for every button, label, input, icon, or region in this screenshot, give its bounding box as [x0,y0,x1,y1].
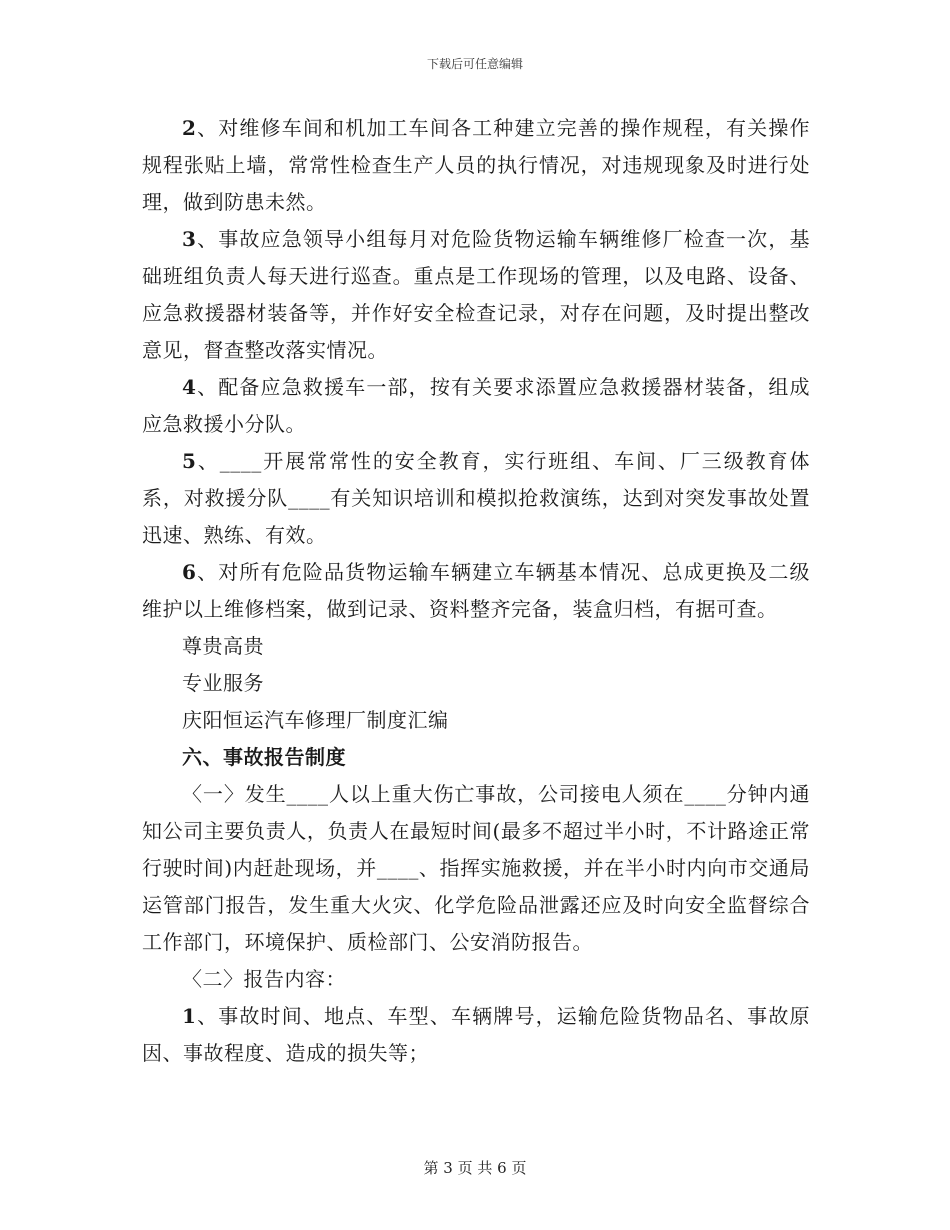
paragraph-item-5 [142,443,810,554]
item-text: 、对维修车间和机加工车间各工种建立完善的操作规程，有关操作规程张贴上墙，常常性检查生产人员的执行情况，对违规现象及时进行处理，做到防患未然。 [142,116,810,214]
item-text: 、事故时间、地点、车型、车辆牌号，运输危险货物品名、事故原因、事故程度、造成的损失等； [142,1004,810,1065]
slogan-line-1: 尊贵高贵 [182,634,264,658]
page-number: 第 3 页 共 6 页 [423,1159,527,1177]
item-number: 3 [182,227,197,251]
item-text: 、配备应急救援车一部，按有关要求添置应急救援器材装备，组成应急救援小分队。 [142,375,810,436]
item-number: 4 [182,375,197,399]
slogan-line-2: 专业服务 [182,671,264,695]
collection-title: 庆阳恒运汽车修理厂制度汇编 [182,708,449,732]
item-number: 6 [182,560,197,584]
subsection-1: 〈一〉发生____人以上重大伤亡事故，公司接电人须在____分钟内通知公司主要负责人，负责人在最短时间(最多不超过半小时，不计路途正常行驶时间)内赶赴现场，并____、指挥实施救援，并在半小时内向市交通局运管部门报告，发生重大火灾、化学危险品泄露还应及时向安全监督综合工作部门，环境保护、质检部门、公安消防报告。 [142,782,810,954]
download-note: 下载后可任意编辑 [426,57,523,71]
item-text: 、对所有危险品货物运输车辆建立车辆基本情况、总成更换及二级维护以上维修档案，做到记录、资料整齐完备，装盒归档，有据可查。 [142,560,810,621]
item-text: 、____开展常常性的安全教育，实行班组、车间、厂三级教育体系，对救援分队____有关知识培训和模拟抢救演练，达到对突发事故处置迅速、熟练、有效。 [142,449,810,547]
item-text: 、事故应急领导小组每月对危险货物运输车辆维修厂检查一次，基础班组负责人每天进行巡查。重点是工作现场的管理，以及电路、设备、应急救援器材装备等，并作好安全检查记录，对存在问题，及时提出整改意见，督查整改落实情况。 [142,227,810,362]
paragraph-item-6 [142,554,810,628]
document-body [142,110,810,1072]
paragraph-item-3 [142,221,810,369]
report-item-1 [142,998,810,1072]
item-number: 1 [182,1004,197,1028]
item-number: 5 [182,449,197,473]
item-number: 2 [182,116,197,140]
paragraph-item-2 [142,110,810,221]
subsection-2: 〈二〉报告内容： [182,967,346,991]
section-heading: 六、事故报告制度 [182,745,346,769]
paragraph-item-4 [142,369,810,443]
